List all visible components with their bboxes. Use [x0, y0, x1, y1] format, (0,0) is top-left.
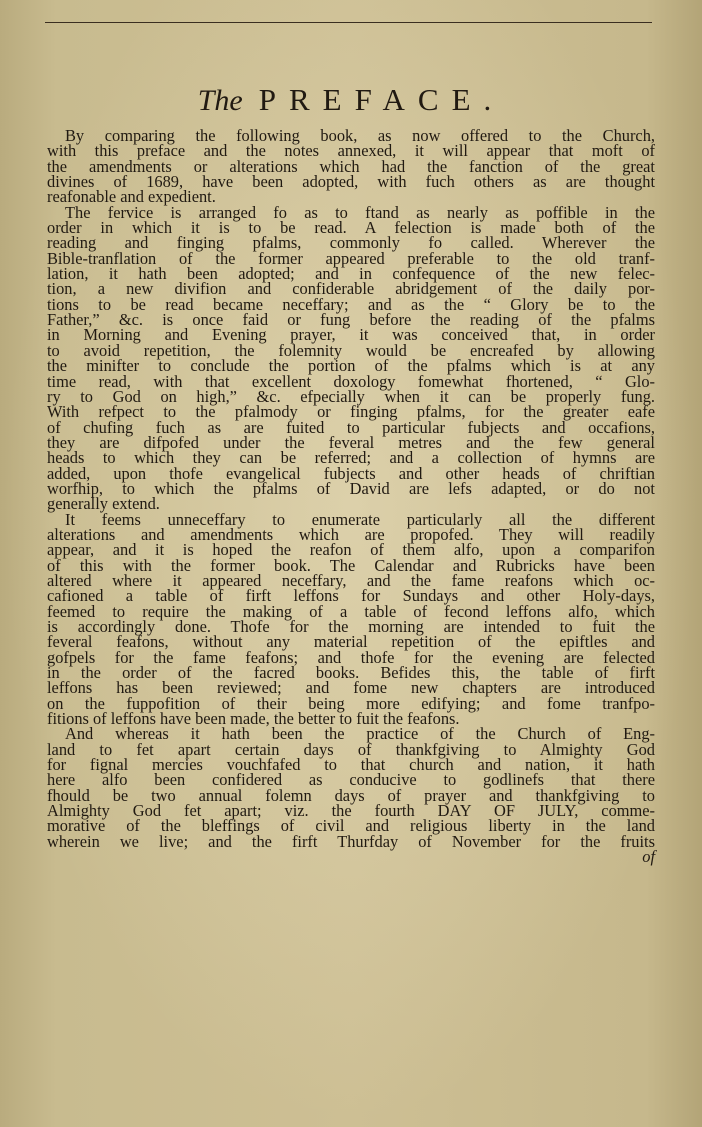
- paragraph-2: [47, 202, 655, 514]
- text-line: Bible-tranflation of the former appeared preferable to the old tranf-: [47, 248, 655, 268]
- text-line: cafioned a table of firft leffons for Sundays and other Holy-days,: [47, 586, 655, 606]
- text-line: the amendments or alterations which had the fanction of the great: [47, 156, 655, 176]
- text-line: ry to God on high,” &c. efpecially when it can be properly fung.: [47, 386, 655, 406]
- text-line: for fignal mercies vouchfafed to that church and nation, it hath: [47, 755, 655, 775]
- text-line: of chufing fuch as are fuited to particular fubjects and occafions,: [47, 417, 655, 437]
- text-line: Father,” &c. is once faid or fung before the reading of the pfalms: [47, 310, 655, 330]
- text-line: to avoid repetition, the folemnity would be encreafed by allowing: [47, 340, 655, 360]
- text-line: With refpect to the pfalmody or finging pfalms, for the greater eafe: [47, 402, 655, 422]
- page-title: [0, 80, 702, 121]
- title-preface: PREFACE.: [258, 82, 505, 117]
- text-line: lation, it hath been adopted; and in confequence of the new felec-: [47, 264, 655, 284]
- text-line: fitions of leffons have been made, the better to fuit the feafons.: [47, 709, 460, 729]
- text-line: time read, with that excellent doxology fomewhat fhortened, “ Glo-: [47, 371, 655, 391]
- text-line: tion, a new divifion and confiderable abridgement of the daily por-: [47, 279, 655, 299]
- top-rule: [45, 22, 652, 23]
- paragraph-1: [47, 128, 655, 205]
- text-line: feveral feafons, without any material repetition of the epiftles and: [47, 632, 655, 652]
- text-line: appear, and it is hoped the reafon of them alfo, upon a comparifon: [47, 540, 655, 560]
- text-line: fhould be two annual folemn days of prayer and thankfgiving to: [47, 785, 655, 805]
- text-line: they are difpofed under the feveral metres and the few general: [47, 432, 655, 452]
- text-line: added, upon thofe evangelical fubjects and other heads of chriftian: [47, 463, 655, 483]
- text-line: Almighty God fet apart; viz. the fourth DAY OF JULY, comme-: [47, 801, 655, 821]
- text-line: is accordingly done. Thofe for the morning are intended to fuit the: [47, 617, 655, 636]
- text-line: tions to be read became neceffary; and as the “ Glory be to the: [47, 294, 655, 314]
- text-line: And whereas it hath been the practice of the Church of Eng-: [65, 724, 655, 744]
- text-line: It feems unneceffary to enumerate particularly all the different: [65, 509, 655, 529]
- text-line: By comparing the following book, as now offered to the Church,: [65, 126, 655, 145]
- text-line: heads to which they can be referred; and a collection of hymns are: [47, 448, 655, 468]
- text-line: gofpels for the fame feafons; and thofe for the evening are felected: [47, 647, 655, 667]
- text-line: morative of the bleffings of civil and religious liberty in the land: [47, 816, 655, 836]
- title-the: The: [197, 84, 243, 117]
- text-line: The fervice is arranged fo as to ftand as nearly as poffible in the: [65, 202, 655, 222]
- text-line: reafonable and expedient.: [47, 187, 216, 207]
- text-line: alterations and amendments which are propofed. They will readily: [47, 524, 655, 544]
- preface-body: [47, 128, 655, 865]
- text-line: generally extend.: [47, 494, 160, 514]
- text-line: order in which it is to be read. A felection is made both of the: [47, 218, 655, 238]
- text-line: reading and finging pfalms, commonly fo called. Wherever the: [47, 233, 655, 253]
- text-line: land to fet apart certain days of thankfgiving to Almighty God: [47, 739, 655, 759]
- text-line: with this preface and the notes annexed, it will appear that moft of: [47, 141, 655, 161]
- text-line: leffons has been reviewed; and fome new chapters are introduced: [47, 678, 655, 698]
- text-line: divines of 1689, have been adopted, with fuch others as are thought: [47, 172, 655, 192]
- paragraph-3: [47, 509, 655, 729]
- text-line: wherein we live; and the firft Thurfday of November for the fruits: [47, 831, 655, 851]
- paragraph-4: [47, 726, 655, 849]
- text-line: here alfo been confidered as conducive to godlinefs that there: [47, 770, 655, 790]
- text-line: worfhip, to which the pfalms of David are lefs adapted, or do not: [47, 478, 655, 498]
- text-line: on the fuppofition of their being more edifying; and fome tranfpo-: [47, 693, 655, 713]
- text-line: in the order of the facred books. Befides this, the table of firft: [47, 663, 655, 683]
- text-line: feemed to require the making of a table of fecond leffons alfo, which: [47, 601, 655, 621]
- text-line: of this with the former book. The Calendar and Rubricks have been: [47, 555, 655, 575]
- text-line: in Morning and Evening prayer, it was conceived that, in order: [47, 325, 655, 345]
- catchword: of: [642, 847, 655, 867]
- text-line: altered where it appeared neceffary, and the fame reafons which oc-: [47, 570, 655, 590]
- text-line: the minifter to conclude the portion of the pfalms which is at any: [47, 356, 655, 376]
